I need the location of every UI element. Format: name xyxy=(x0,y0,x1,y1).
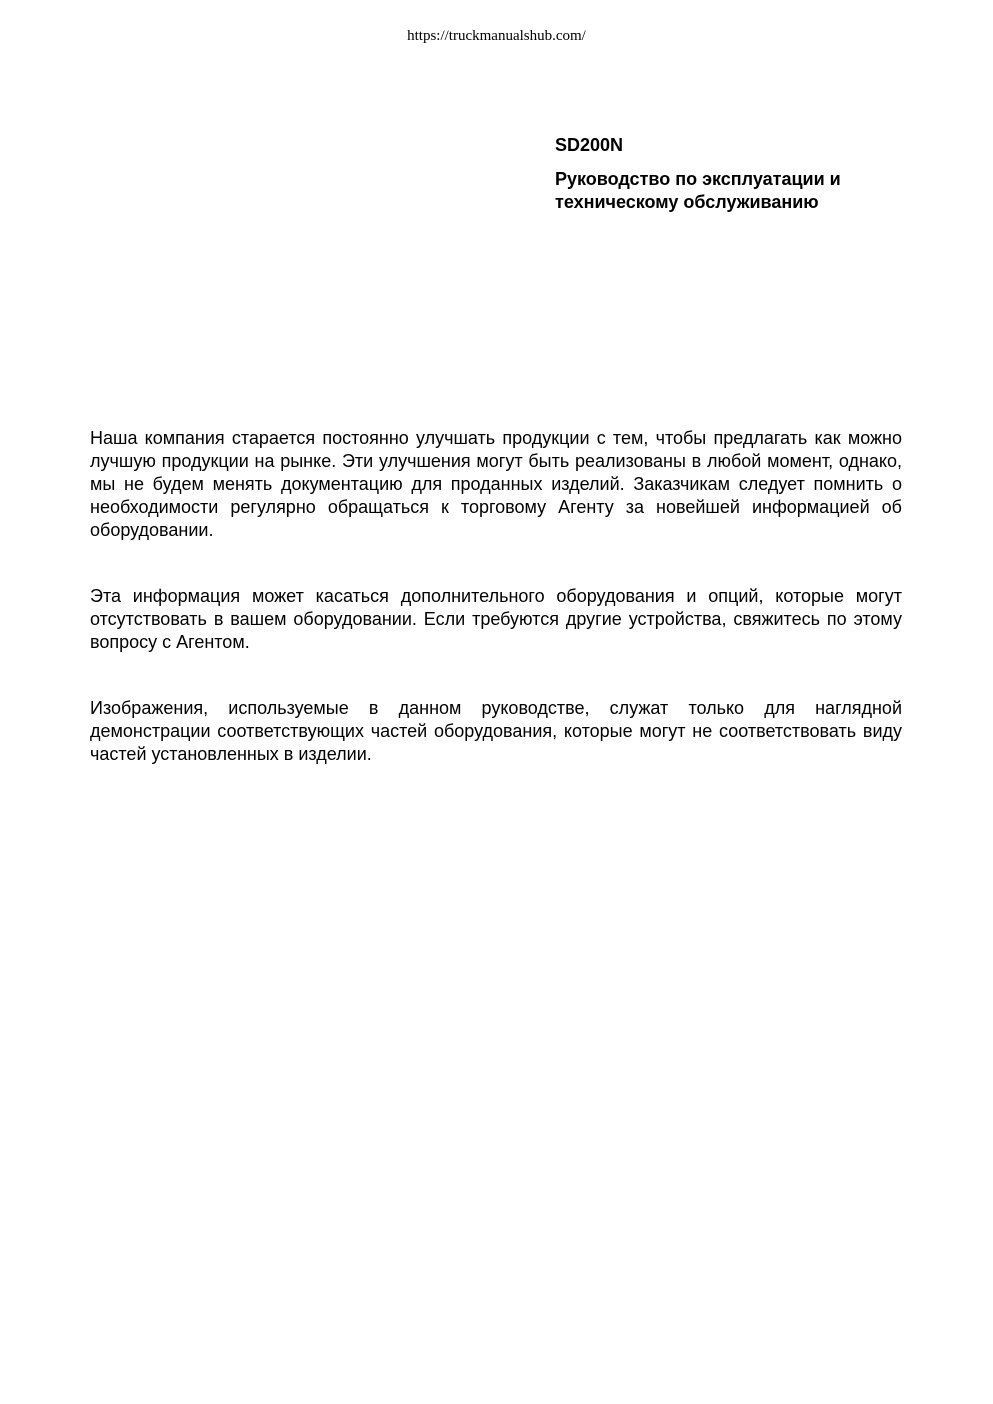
paragraph-product-improvements: Наша компания старается постоянно улучшать продукции с тем, чтобы предлагать как можно лучшую продукции на рынке. Эти улучшения могут быть реализованы в любой момент, однако, мы не будем менять документацию для проданных изделий. Заказчикам следует помнить о необходимости регулярно обращаться к торговому Агенту за новейшей информацией об оборудовании. xyxy=(90,428,902,540)
title-block xyxy=(555,134,955,214)
page-url: https://truckmanualshub.com/ xyxy=(407,28,586,44)
body-text xyxy=(90,427,902,766)
document-title: Руководство по эксплуатации и техническому обслуживанию xyxy=(555,169,841,212)
paragraph-optional-equipment: Эта информация может касаться дополнительного оборудования и опций, которые могут отсутствовать в вашем оборудовании. Если требуются другие устройства, свяжитесь по этому вопросу с Агентом. xyxy=(90,586,902,652)
paragraph-illustrations-disclaimer: Изображения, используемые в данном руководстве, служат только для наглядной демонстрации соответствующих частей оборудования, которые могут не соответствовать виду частей установленных в изделии. xyxy=(90,698,902,764)
model-name: SD200N xyxy=(555,135,624,155)
